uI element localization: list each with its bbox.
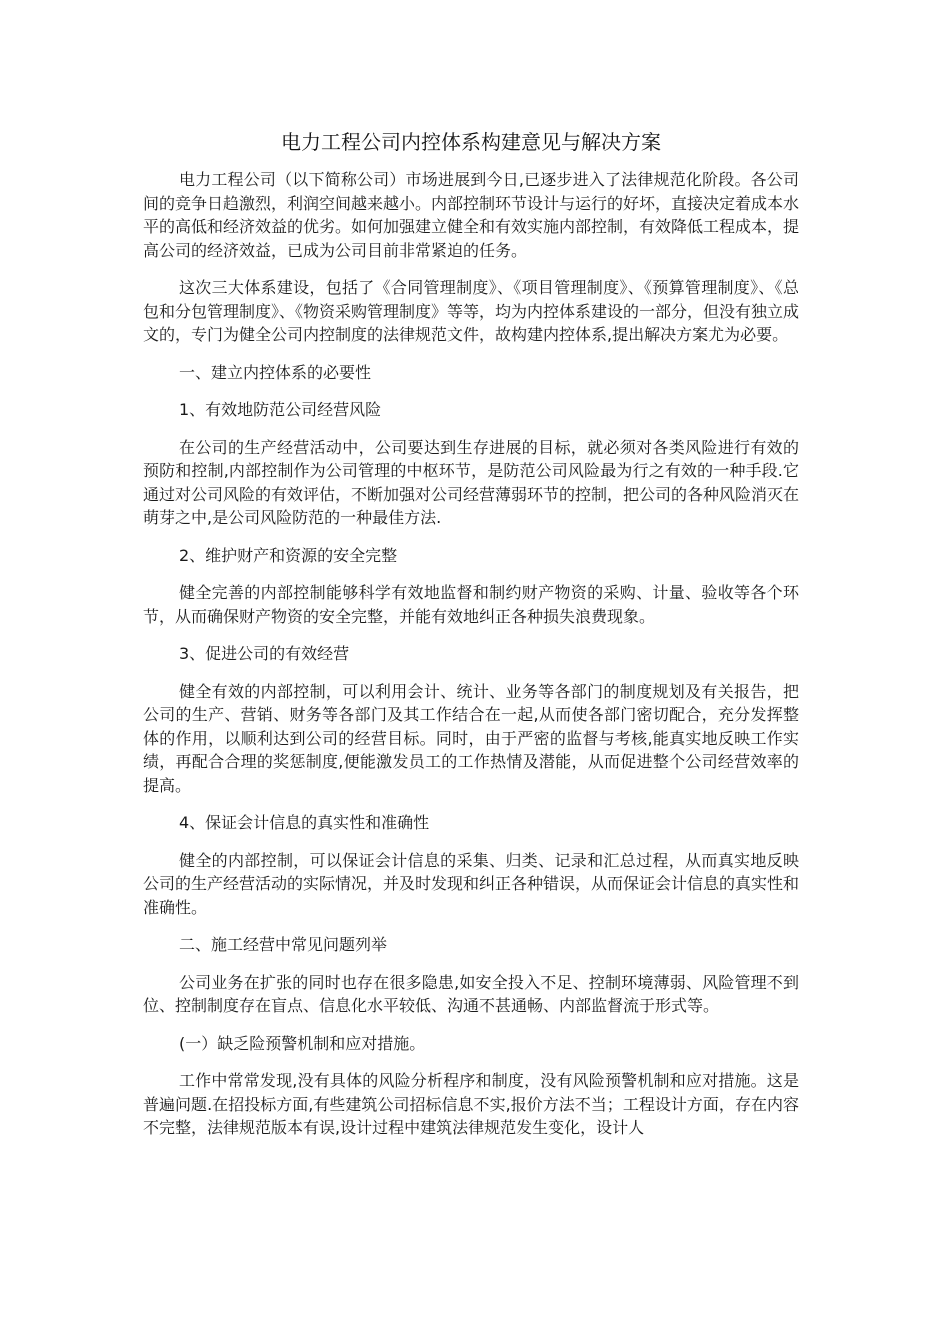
paragraph-risk-prevention: 在公司的生产经营活动中，公司要达到生存进展的目标，就必须对各类风险进行有效的预防和控制,内部控制作为公司管理的中枢环节，是防范公司风险最为行之有效的一种手段.它通过对公司风险的有效评估，不断加强对公司经营薄弱环节的控制，把公司的各种风险消灭在萌芽之中,是公司风险防范的一种最佳方法. [143, 437, 800, 527]
subsection-heading-1-2: 2、维护财产和资源的安全完整 [179, 545, 398, 565]
subsection-heading-1-1: 1、有效地防范公司经营风险 [179, 400, 382, 419]
paragraph-effective-operation: 健全有效的内部控制，可以利用会计、统计、业务等各部门的制度规划及有关报告，把公司的生产、营销、财务等各部门及其工作结合在一起,从而使各部门密切配合，充分发挥整体的作用，以顺利达到公司的经营目标。同时，由于严密的监督与考核,能真实地反映工作实绩，再配合合理的奖惩制度,便能激发员工的工作热情及潜能，从而促进整个公司经营效率的提高。 [143, 681, 799, 795]
paragraph-intro-2: 这次三大体系建设，包括了《合同管理制度》、《项目管理制度》、《预算管理制度》、《总包和分包管理制度》、《物资采购管理制度》等等，均为内控体系建设的一部分，但没有独立成文的，专门为健全公司内控制度的法律规范文件，故构建内控体系,提出解决方案尤为必要。 [143, 278, 800, 344]
subsection-heading-1-3: 3、促进公司的有效经营 [179, 644, 350, 663]
subsection-heading-1-4: 4、保证会计信息的真实性和准确性 [179, 813, 430, 832]
paragraph-asset-safety: 健全完善的内部控制能够科学有效地监督和制约财产物资的采购、计量、验收等各个环节，从而确保财产物资的安全完整，并能有效地纠正各种损失浪费现象。 [143, 583, 799, 626]
paragraph-risk-warning: 工作中常常发现,没有具体的风险分析程序和制度，没有风险预警机制和应对措施。这是普遍问题.在招投标方面,有些建筑公司招标信息不实,报价方法不当；工程设计方面，存在内容不完整，法律规范版本有误,设计过程中建筑法律规范发生变化，设计人 [143, 1071, 799, 1137]
paragraph-accounting-info: 健全的内部控制，可以保证会计信息的采集、归类、记录和汇总过程，从而真实地反映公司的生产经营活动的实际情况，并及时发现和纠正各种错误，从而保证会计信息的真实性和准确性。 [143, 850, 800, 917]
section-heading-1: 一、建立内控体系的必要性 [179, 362, 372, 382]
document-title: 电力工程公司内控体系构建意见与解决方案 [281, 130, 661, 154]
section-heading-2: 二、施工经营中常见问题列举 [179, 935, 388, 954]
subsection-heading-2-1: (一）缺乏险预警机制和应对措施。 [179, 1033, 426, 1053]
document-body [143, 126, 799, 1154]
paragraph-intro-1: 电力工程公司（以下简称公司）市场进展到今日,已逐步进入了法律规范化阶段。各公司间的竞争日趋激烈，利润空间越来越小。内部控制环节设计与运行的好坏，直接决定着成本水平的高低和经济效益的优劣。如何加强建立健全和有效实施内部控制，有效降低工程成本，提高公司的经济效益，已成为公司目前非常紧迫的任务。 [143, 170, 800, 260]
paragraph-common-problems: 公司业务在扩张的同时也存在很多隐患,如安全投入不足、控制环境薄弱、风险管理不到位、控制制度存在盲点、信息化水平较低、沟通不甚通畅、内部监督流于形式等。 [143, 972, 799, 1015]
